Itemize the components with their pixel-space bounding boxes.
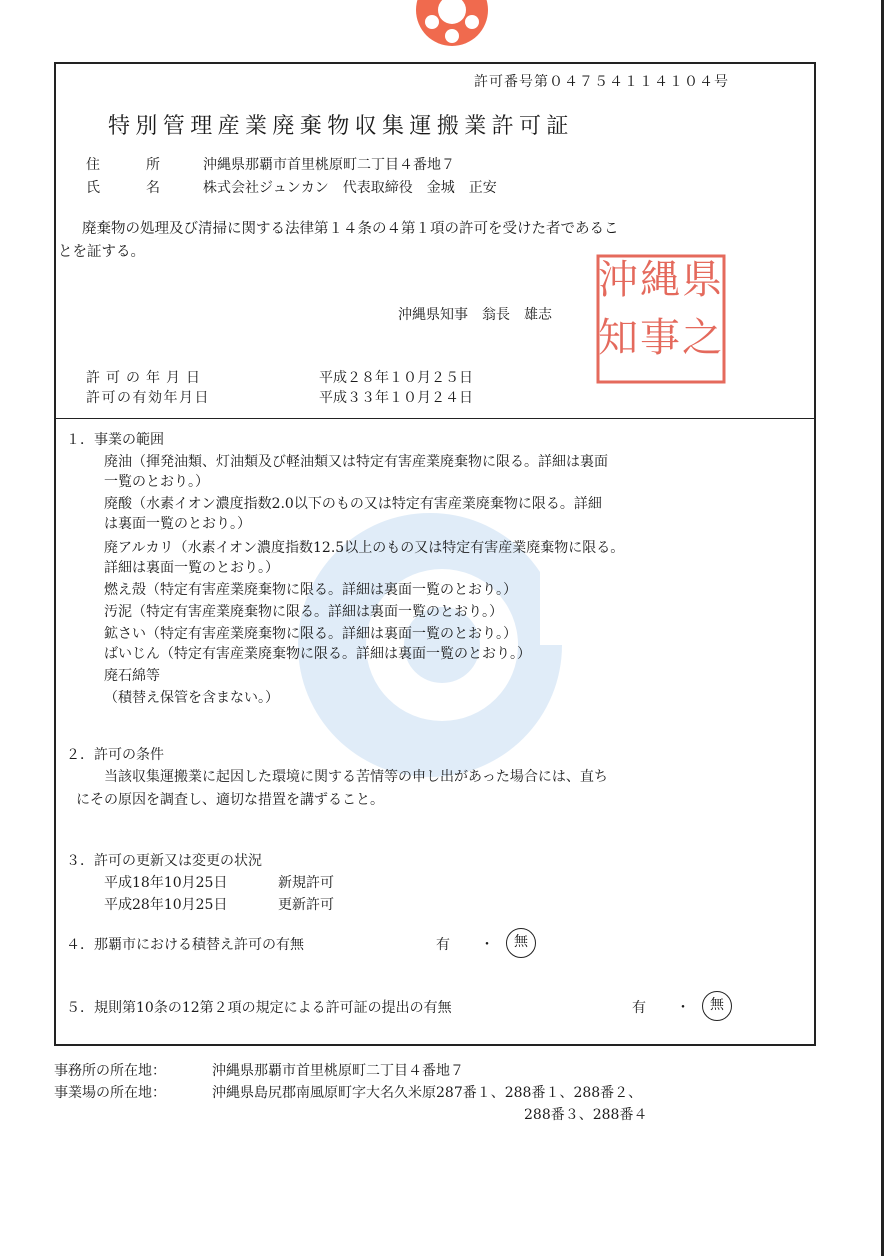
address-value: 沖縄県那覇市首里桃原町二丁目４番地７ [203,157,455,173]
issuer-name: 沖縄県知事 翁長 雄志 [398,307,552,323]
permit-number: 許可番号第０４７５４１１４１０４号 [474,74,729,90]
seal-char: 之 [682,315,722,361]
section-5-no-circled: 無 [702,991,732,1021]
name-label: 氏 名 [86,180,176,196]
site-location-value: 沖縄県島尻郡南風原町字大名久米原287番１、288番１、288番２、 [212,1085,643,1101]
history-status: 更新許可 [278,897,334,913]
scope-line: （積替え保管を含まない。） [104,690,279,706]
history-date: 平成18年10月25日 [104,875,228,891]
section-1-heading: １．事業の範囲 [66,432,164,448]
seal-char: 事 [640,315,680,361]
permit-date-label: 許可の年月日 [86,370,206,386]
history-status: 新規許可 [278,875,334,891]
address-label: 住 所 [86,157,176,173]
permit-date-value: 平成２８年１０月２５日 [319,370,473,386]
scope-line: は裏面一覧のとおり。） [104,516,251,532]
seal-char: 県 [682,257,722,303]
scope-line: 燃え殻（特定有害産業廃棄物に限る。詳細は裏面一覧のとおり。） [104,582,517,598]
condition-line: にその原因を調査し、適切な措置を講ずること。 [76,792,384,808]
seal-char: 知 [598,315,638,361]
holder-name: 株式会社ジュンカン 代表取締役 金城 正安 [203,180,497,196]
condition-line: 当該収集運搬業に起因した環境に関する苦情等の申し出があった場合には、直ち [104,769,608,785]
seal-char: 縄 [640,257,680,303]
scope-line: 廃酸（水素イオン濃度指数2.0以下のもの又は特定有害産業廃棄物に限る。詳細 [104,496,602,512]
scope-line: 汚泥（特定有害産業廃棄物に限る。詳細は裏面一覧のとおり。） [104,604,503,620]
scope-line: 廃油（揮発油類、灯油類及び軽油類又は特定有害産業廃棄物に限る。詳細は裏面 [104,454,608,470]
seal-char: 沖 [598,257,638,303]
prefecture-emblem-icon [412,0,492,48]
section-5-text: ５．規則第10条の12第２項の規定による許可証の提出の有無 [66,1000,452,1016]
section-4-separator: ・ [480,937,494,953]
section-4-no-circled: 無 [506,928,536,958]
official-seal [596,254,726,384]
office-location-value: 沖縄県那覇市首里桃原町二丁目４番地７ [212,1063,464,1079]
section-4-yes: 有 [436,937,450,953]
scope-line: 廃アルカリ（水素イオン濃度指数12.5以上のもの又は特定有害産業廃棄物に限る。 [104,540,625,556]
certification-statement-line-2: とを証する。 [58,244,145,260]
history-date: 平成28年10月25日 [104,897,228,913]
expiry-date-label: 許可の有効年月日 [86,390,210,406]
section-4-text: ４．那覇市における積替え許可の有無 [66,937,304,953]
scope-line: 一覧のとおり。） [104,474,209,490]
site-location-value-cont: 288番３、288番４ [524,1107,648,1123]
certification-statement-line-1: 廃棄物の処理及び清掃に関する法律第１４条の４第１項の許可を受けた者であるこ [82,221,619,237]
section-3-heading: ３．許可の更新又は変更の状況 [66,853,262,869]
site-location-label: 事業場の所在地： [54,1085,166,1101]
scope-line: 廃石綿等 [104,668,160,684]
section-5-separator: ・ [676,1000,690,1016]
document-title: 特別管理産業廃棄物収集運搬業許可証 [108,114,574,139]
section-divider [56,418,814,419]
section-5-yes: 有 [632,1000,646,1016]
scope-line: 詳細は裏面一覧のとおり。） [104,560,279,576]
scope-line: 鉱さい（特定有害産業廃棄物に限る。詳細は裏面一覧のとおり。） [104,626,517,642]
office-location-label: 事務所の所在地： [54,1063,166,1079]
expiry-date-value: 平成３３年１０月２４日 [319,390,473,406]
scope-line: ばいじん（特定有害産業廃棄物に限る。詳細は裏面一覧のとおり。） [104,646,531,662]
section-2-heading: ２．許可の条件 [66,747,164,763]
